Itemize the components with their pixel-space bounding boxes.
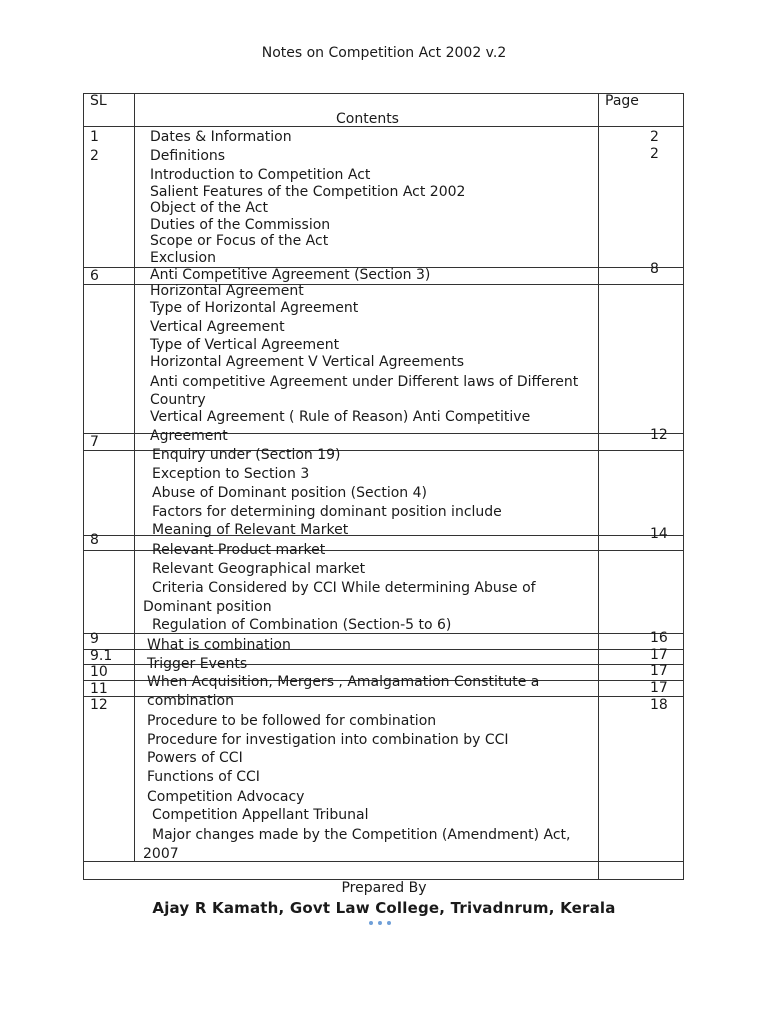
contents-entry: Salient Features of the Competition Act 2002 <box>150 184 466 200</box>
column-divider-sl <box>134 93 135 861</box>
contents-entry: Vertical Agreement ( Rule of Reason) Anti Competitive <box>150 409 531 425</box>
contents-entry: Object of the Act <box>150 200 268 216</box>
contents-entry: Powers of CCI <box>147 750 243 766</box>
contents-entry: Type of Vertical Agreement <box>150 337 340 353</box>
author-credit: Ajay R Kamath, Govt Law College, Trivadnrum, Kerala <box>152 899 616 917</box>
contents-entry: Anti Competitive Agreement (Section 3) <box>150 267 431 283</box>
contents-entry: Horizontal Agreement V Vertical Agreements <box>150 354 465 370</box>
contents-entry: Trigger Events <box>147 656 248 672</box>
contents-entry: What is combination <box>147 637 291 653</box>
contents-entry: Anti competitive Agreement under Different laws of Different <box>150 374 579 390</box>
sl-header: SL <box>90 93 107 109</box>
contents-entry: Duties of the Commission <box>150 217 331 233</box>
serial-number: 9.1 <box>90 648 113 664</box>
contents-entry: combination <box>147 693 234 709</box>
page-number: 17 <box>650 663 668 679</box>
contents-entry: Introduction to Competition Act <box>150 167 371 183</box>
page-number: 17 <box>650 680 668 696</box>
column-divider-page <box>598 93 599 880</box>
serial-number: 8 <box>90 532 99 548</box>
contents-entry: Agreement <box>150 428 228 444</box>
contents-entry: Factors for determining dominant position include <box>152 504 502 520</box>
serial-number: 12 <box>90 697 108 713</box>
page-number: 17 <box>650 647 668 663</box>
serial-number: 10 <box>90 664 108 680</box>
contents-entry: Competition Appellant Tribunal <box>152 807 369 823</box>
contents-entry: Horizontal Agreement <box>150 283 304 299</box>
contents-header: Contents <box>336 111 399 127</box>
page-number: 14 <box>650 526 668 542</box>
serial-number: 11 <box>90 681 108 697</box>
serial-number: 2 <box>90 148 99 164</box>
page-header: Page <box>605 93 639 109</box>
contents-entry: Major changes made by the Competition (Amendment) Act, <box>152 827 571 843</box>
page-number: 18 <box>650 697 668 713</box>
contents-entry: Relevant Product market <box>152 542 326 558</box>
contents-entry: Procedure to be followed for combination <box>147 713 437 729</box>
contents-entry: Abuse of Dominant position (Section 4) <box>152 485 427 501</box>
contents-entry: Relevant Geographical market <box>152 561 366 577</box>
more-dots-icon[interactable] <box>369 921 391 925</box>
contents-entry: Dominant position <box>143 599 272 615</box>
contents-entry: Regulation of Combination (Section-5 to 6) <box>152 617 452 633</box>
serial-number: 1 <box>90 129 99 145</box>
page-title: Notes on Competition Act 2002 v.2 <box>261 45 507 61</box>
contents-entry: Criteria Considered by CCI While determining Abuse of <box>152 580 536 596</box>
contents-entry: Vertical Agreement <box>150 319 285 335</box>
prepared-by-label: Prepared By <box>341 880 427 896</box>
contents-entry: Enquiry under (Section 19) <box>152 447 341 463</box>
contents-entry: Type of Horizontal Agreement <box>150 300 359 316</box>
serial-number: 9 <box>90 631 99 647</box>
dot-icon <box>387 921 391 925</box>
contents-entry: Definitions <box>150 148 226 164</box>
contents-table <box>83 93 684 880</box>
dot-icon <box>369 921 373 925</box>
dot-icon <box>378 921 382 925</box>
contents-entry: When Acquisition, Mergers , Amalgamation Constitute a <box>147 674 540 690</box>
contents-entry: Dates & Information <box>150 129 292 145</box>
page-number: 16 <box>650 630 668 646</box>
contents-entry: 2007 <box>143 846 179 862</box>
page-number: 2 <box>650 129 659 145</box>
page-number: 8 <box>650 261 659 277</box>
contents-entry: Functions of CCI <box>147 769 260 785</box>
serial-number: 7 <box>90 434 99 450</box>
contents-entry: Procedure for investigation into combination by CCI <box>147 732 509 748</box>
page-number: 2 <box>650 146 659 162</box>
contents-entry: Meaning of Relevant Market <box>152 522 349 538</box>
contents-entry: Scope or Focus of the Act <box>150 233 329 249</box>
contents-entry: Exception to Section 3 <box>152 466 310 482</box>
contents-entry: Competition Advocacy <box>147 789 305 805</box>
serial-number: 6 <box>90 268 99 284</box>
contents-entry: Country <box>150 392 206 408</box>
page-number: 12 <box>650 427 668 443</box>
contents-entry: Exclusion <box>150 250 216 266</box>
